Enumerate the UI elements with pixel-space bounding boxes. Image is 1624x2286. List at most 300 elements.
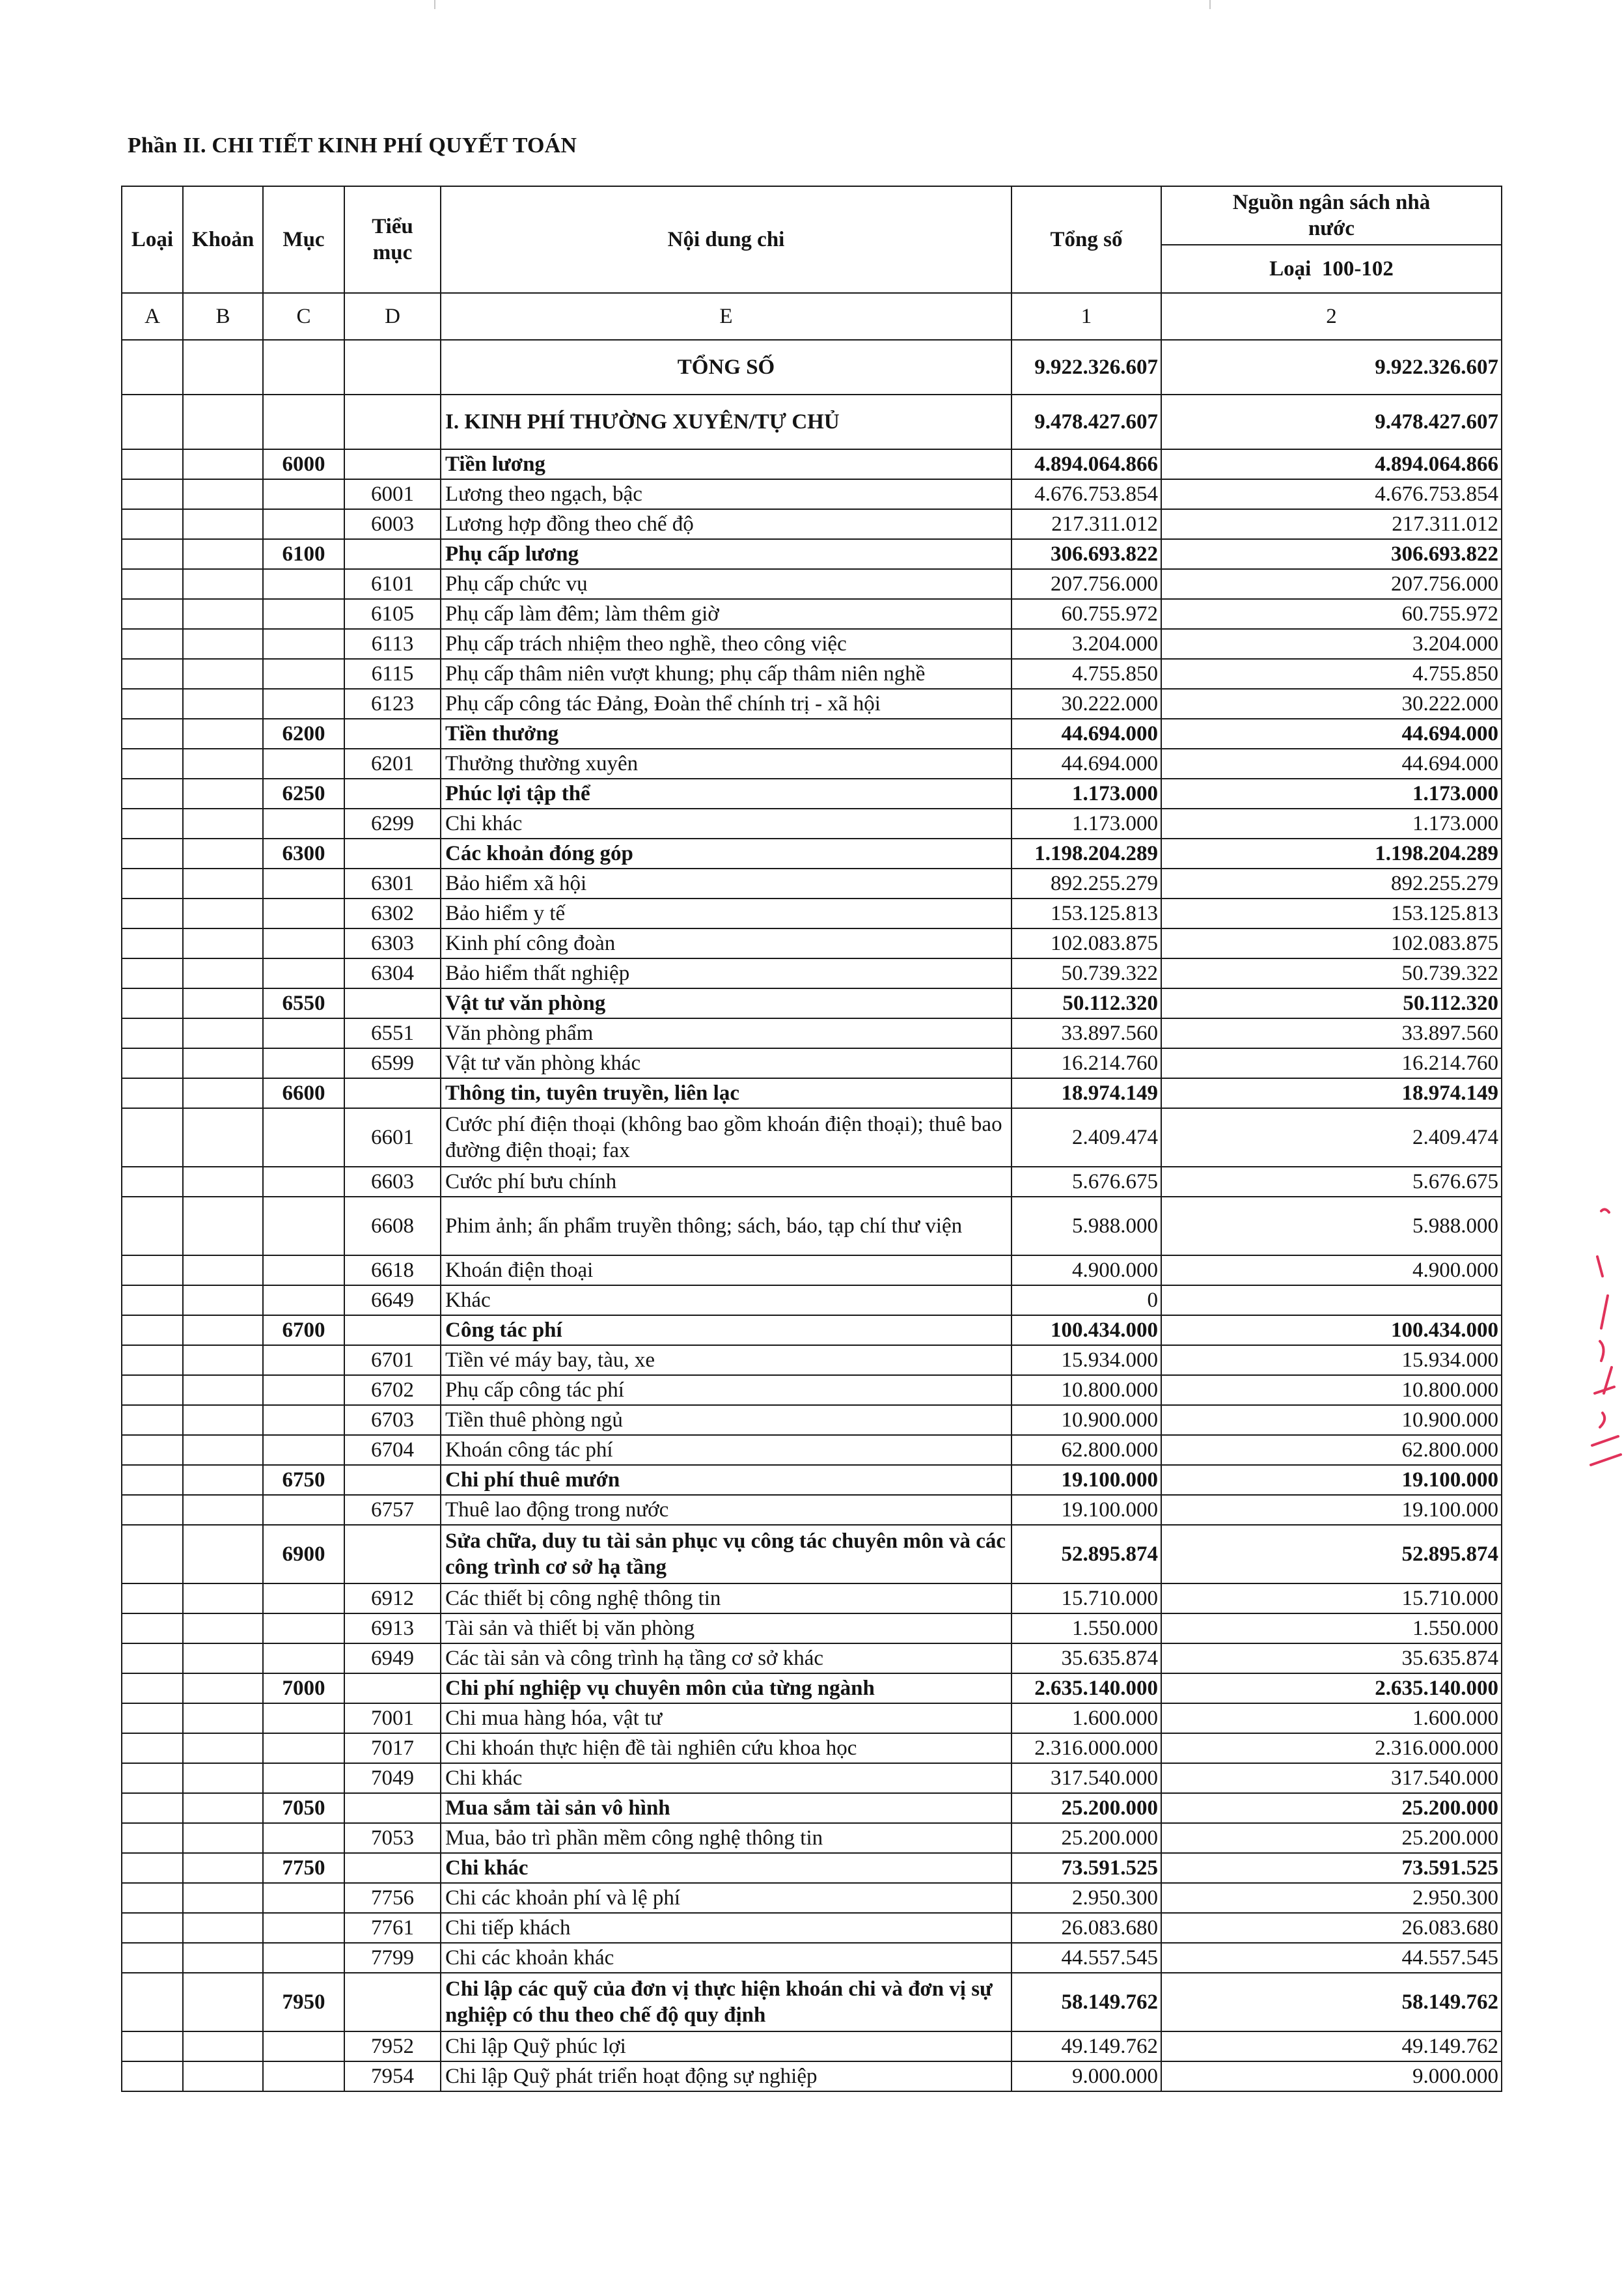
khoan-cell bbox=[183, 1763, 263, 1793]
loai-cell bbox=[122, 1285, 183, 1315]
tieu-muc-cell: 6703 bbox=[344, 1405, 441, 1435]
muc-cell bbox=[263, 479, 344, 509]
muc-cell bbox=[263, 659, 344, 689]
noi-dung-cell: Tiền lương bbox=[441, 449, 1012, 479]
header-tong-so: Tổng số bbox=[1012, 186, 1161, 293]
table-row bbox=[122, 1375, 1502, 1405]
loai-cell bbox=[122, 449, 183, 479]
tieu-muc-cell: 6702 bbox=[344, 1375, 441, 1405]
table-row bbox=[122, 1315, 1502, 1345]
tong-so-cell: 49.149.762 bbox=[1012, 2031, 1161, 2061]
nguon-cell: 207.756.000 bbox=[1161, 569, 1502, 599]
nguon-cell: 19.100.000 bbox=[1161, 1495, 1502, 1525]
loai-cell bbox=[122, 1823, 183, 1853]
loai-cell bbox=[122, 839, 183, 869]
khoan-cell bbox=[183, 2061, 263, 2091]
nguon-cell: 26.083.680 bbox=[1161, 1913, 1502, 1943]
tong-so-cell: 26.083.680 bbox=[1012, 1913, 1161, 1943]
header-row bbox=[122, 186, 1502, 245]
tieu-muc-cell bbox=[344, 1673, 441, 1703]
muc-cell bbox=[263, 869, 344, 899]
muc-cell bbox=[263, 1495, 344, 1525]
tong-so-cell: 16.214.760 bbox=[1012, 1048, 1161, 1078]
muc-cell bbox=[263, 1913, 344, 1943]
section-tong-so: 9.478.427.607 bbox=[1012, 395, 1161, 449]
noi-dung-cell: Phim ảnh; ấn phẩm truyền thông; sách, báo, tạp chí thư viện bbox=[441, 1197, 1012, 1255]
tong-so-cell: 19.100.000 bbox=[1012, 1465, 1161, 1495]
khoan-cell bbox=[183, 1465, 263, 1495]
khoan-cell bbox=[183, 539, 263, 569]
tieu-muc-cell bbox=[344, 1973, 441, 2031]
noi-dung-cell: Cước phí bưu chính bbox=[441, 1167, 1012, 1197]
loai-cell bbox=[122, 1405, 183, 1435]
table-row bbox=[122, 1048, 1502, 1078]
section-label: I. KINH PHÍ THƯỜNG XUYÊN/TỰ CHỦ bbox=[441, 395, 1012, 449]
column-letter: B bbox=[183, 293, 263, 340]
noi-dung-cell: Khoán điện thoại bbox=[441, 1255, 1012, 1285]
loai-cell bbox=[122, 2061, 183, 2091]
nguon-cell: 4.755.850 bbox=[1161, 659, 1502, 689]
khoan-cell bbox=[183, 1943, 263, 1973]
muc-cell bbox=[263, 1048, 344, 1078]
noi-dung-cell: Phụ cấp công tác Đảng, Đoàn thể chính trị - xã hội bbox=[441, 689, 1012, 719]
budget-settlement-table bbox=[121, 186, 1502, 2092]
table-row bbox=[122, 1108, 1502, 1167]
nguon-cell: 33.897.560 bbox=[1161, 1018, 1502, 1048]
tieu-muc-cell: 6113 bbox=[344, 629, 441, 659]
loai-cell bbox=[122, 1793, 183, 1823]
table-row bbox=[122, 1913, 1502, 1943]
khoan-cell bbox=[183, 719, 263, 749]
noi-dung-cell: Tiền thuê phòng ngủ bbox=[441, 1405, 1012, 1435]
table-row bbox=[122, 958, 1502, 988]
table-row bbox=[122, 1345, 1502, 1375]
tong-so-cell: 100.434.000 bbox=[1012, 1315, 1161, 1345]
table-row bbox=[122, 1703, 1502, 1733]
tong-so-cell: 52.895.874 bbox=[1012, 1525, 1161, 1583]
muc-cell bbox=[263, 1823, 344, 1853]
khoan-cell bbox=[183, 1823, 263, 1853]
table-row bbox=[122, 928, 1502, 958]
muc-cell: 6750 bbox=[263, 1465, 344, 1495]
nguon-cell: 50.739.322 bbox=[1161, 958, 1502, 988]
khoan-cell bbox=[183, 1793, 263, 1823]
noi-dung-cell: Lương hợp đồng theo chế độ bbox=[441, 509, 1012, 539]
table-row bbox=[122, 1793, 1502, 1823]
tong-so-cell: 62.800.000 bbox=[1012, 1435, 1161, 1465]
tong-so-cell: 3.204.000 bbox=[1012, 629, 1161, 659]
khoan-cell bbox=[183, 1525, 263, 1583]
nguon-cell: 35.635.874 bbox=[1161, 1643, 1502, 1673]
loai-cell bbox=[122, 1913, 183, 1943]
nguon-cell: 73.591.525 bbox=[1161, 1853, 1502, 1883]
nguon-cell: 2.950.300 bbox=[1161, 1883, 1502, 1913]
loai-cell bbox=[122, 809, 183, 839]
khoan-cell bbox=[183, 449, 263, 479]
muc-cell bbox=[263, 1375, 344, 1405]
column-letter: E bbox=[441, 293, 1012, 340]
muc-cell bbox=[263, 1883, 344, 1913]
tong-so-cell: 1.198.204.289 bbox=[1012, 839, 1161, 869]
tieu-muc-cell bbox=[344, 1078, 441, 1108]
noi-dung-cell: Phụ cấp làm đêm; làm thêm giờ bbox=[441, 599, 1012, 629]
loai-cell bbox=[122, 1583, 183, 1613]
loai-cell bbox=[122, 1495, 183, 1525]
muc-cell bbox=[263, 1167, 344, 1197]
khoan-cell bbox=[183, 1703, 263, 1733]
tieu-muc-cell: 6704 bbox=[344, 1435, 441, 1465]
khoan-cell bbox=[183, 629, 263, 659]
loai-cell bbox=[122, 1315, 183, 1345]
tieu-muc-cell: 6551 bbox=[344, 1018, 441, 1048]
table-row bbox=[122, 539, 1502, 569]
muc-cell bbox=[263, 1018, 344, 1048]
muc-cell bbox=[263, 1255, 344, 1285]
nguon-cell: 18.974.149 bbox=[1161, 1078, 1502, 1108]
tong-so-cell: 25.200.000 bbox=[1012, 1823, 1161, 1853]
noi-dung-cell: Mua, bảo trì phần mềm công nghệ thông tin bbox=[441, 1823, 1012, 1853]
muc-cell: 7750 bbox=[263, 1853, 344, 1883]
muc-cell: 7050 bbox=[263, 1793, 344, 1823]
muc-cell bbox=[263, 1197, 344, 1255]
loai-cell bbox=[122, 1733, 183, 1763]
muc-cell bbox=[263, 1405, 344, 1435]
tieu-muc-cell bbox=[344, 1793, 441, 1823]
tong-so-cell: 50.739.322 bbox=[1012, 958, 1161, 988]
loai-cell bbox=[122, 1435, 183, 1465]
section-row bbox=[122, 395, 1502, 449]
tong-so-cell: 207.756.000 bbox=[1012, 569, 1161, 599]
muc-cell bbox=[263, 1733, 344, 1763]
noi-dung-cell: Chi khác bbox=[441, 1853, 1012, 1883]
noi-dung-cell: Tài sản và thiết bị văn phòng bbox=[441, 1613, 1012, 1643]
noi-dung-cell: Các khoản đóng góp bbox=[441, 839, 1012, 869]
muc-cell: 6300 bbox=[263, 839, 344, 869]
table-row bbox=[122, 1285, 1502, 1315]
table-row bbox=[122, 1405, 1502, 1435]
column-letters-row bbox=[122, 293, 1502, 340]
muc-cell bbox=[263, 749, 344, 779]
header-tieu-muc: Tiểu mục bbox=[344, 186, 441, 293]
muc-cell bbox=[263, 599, 344, 629]
nguon-cell: 5.988.000 bbox=[1161, 1197, 1502, 1255]
tong-so-cell: 10.800.000 bbox=[1012, 1375, 1161, 1405]
noi-dung-cell: Chi mua hàng hóa, vật tư bbox=[441, 1703, 1012, 1733]
tong-so-cell: 58.149.762 bbox=[1012, 1973, 1161, 2031]
table-row bbox=[122, 1167, 1502, 1197]
tieu-muc-cell bbox=[344, 1465, 441, 1495]
nguon-cell: 50.112.320 bbox=[1161, 988, 1502, 1018]
khoan-cell bbox=[183, 1913, 263, 1943]
table-row bbox=[122, 1495, 1502, 1525]
table-row bbox=[122, 1583, 1502, 1613]
nguon-cell: 2.409.474 bbox=[1161, 1108, 1502, 1167]
noi-dung-cell: Vật tư văn phòng khác bbox=[441, 1048, 1012, 1078]
khoan-cell bbox=[183, 1078, 263, 1108]
table-row bbox=[122, 479, 1502, 509]
grand-total-nguon: 9.922.326.607 bbox=[1161, 340, 1502, 395]
noi-dung-cell: Lương theo ngạch, bậc bbox=[441, 479, 1012, 509]
tong-so-cell: 0 bbox=[1012, 1285, 1161, 1315]
khoan-cell bbox=[183, 1853, 263, 1883]
muc-cell bbox=[263, 629, 344, 659]
tong-so-cell: 10.900.000 bbox=[1012, 1405, 1161, 1435]
tong-so-cell: 153.125.813 bbox=[1012, 899, 1161, 928]
tong-so-cell: 892.255.279 bbox=[1012, 869, 1161, 899]
khoan-cell bbox=[183, 928, 263, 958]
tieu-muc-cell: 6001 bbox=[344, 479, 441, 509]
khoan-cell bbox=[183, 899, 263, 928]
table-row bbox=[122, 869, 1502, 899]
muc-cell bbox=[263, 2031, 344, 2061]
loai-cell bbox=[122, 599, 183, 629]
grand-total-tong-so: 9.922.326.607 bbox=[1012, 340, 1161, 395]
header-noi-dung: Nội dung chi bbox=[441, 186, 1012, 293]
nguon-cell bbox=[1161, 1285, 1502, 1315]
noi-dung-cell: Kinh phí công đoàn bbox=[441, 928, 1012, 958]
tieu-muc-cell: 6603 bbox=[344, 1167, 441, 1197]
tieu-muc-cell: 6949 bbox=[344, 1643, 441, 1673]
tong-so-cell: 4.900.000 bbox=[1012, 1255, 1161, 1285]
table-row bbox=[122, 2031, 1502, 2061]
tieu-muc-cell: 6599 bbox=[344, 1048, 441, 1078]
loai-cell bbox=[122, 1255, 183, 1285]
nguon-cell: 25.200.000 bbox=[1161, 1793, 1502, 1823]
noi-dung-cell: Các tài sản và công trình hạ tầng cơ sở khác bbox=[441, 1643, 1012, 1673]
column-letter: D bbox=[344, 293, 441, 340]
table-row bbox=[122, 779, 1502, 809]
tong-so-cell: 35.635.874 bbox=[1012, 1643, 1161, 1673]
muc-cell bbox=[263, 1643, 344, 1673]
noi-dung-cell: Bảo hiểm thất nghiệp bbox=[441, 958, 1012, 988]
tong-so-cell: 4.894.064.866 bbox=[1012, 449, 1161, 479]
tieu-muc-cell: 6003 bbox=[344, 509, 441, 539]
scan-mark bbox=[434, 0, 435, 9]
nguon-cell: 317.540.000 bbox=[1161, 1763, 1502, 1793]
loai-cell bbox=[122, 1973, 183, 2031]
tieu-muc-cell bbox=[344, 449, 441, 479]
muc-cell: 6550 bbox=[263, 988, 344, 1018]
nguon-cell: 25.200.000 bbox=[1161, 1823, 1502, 1853]
nguon-cell: 5.676.675 bbox=[1161, 1167, 1502, 1197]
noi-dung-cell: Thông tin, tuyên truyền, liên lạc bbox=[441, 1078, 1012, 1108]
tong-so-cell: 2.635.140.000 bbox=[1012, 1673, 1161, 1703]
tieu-muc-cell: 6302 bbox=[344, 899, 441, 928]
table-row bbox=[122, 809, 1502, 839]
table-row bbox=[122, 1853, 1502, 1883]
loai-cell bbox=[122, 779, 183, 809]
tong-so-cell: 25.200.000 bbox=[1012, 1793, 1161, 1823]
noi-dung-cell: Tiền thưởng bbox=[441, 719, 1012, 749]
noi-dung-cell: Công tác phí bbox=[441, 1315, 1012, 1345]
khoan-cell bbox=[183, 1733, 263, 1763]
tieu-muc-cell: 7049 bbox=[344, 1763, 441, 1793]
khoan-cell bbox=[183, 1285, 263, 1315]
muc-cell bbox=[263, 509, 344, 539]
tong-so-cell: 317.540.000 bbox=[1012, 1763, 1161, 1793]
khoan-cell bbox=[183, 988, 263, 1018]
column-letter: 1 bbox=[1012, 293, 1161, 340]
tong-so-cell: 1.550.000 bbox=[1012, 1613, 1161, 1643]
khoan-cell bbox=[183, 958, 263, 988]
khoan-cell bbox=[183, 1613, 263, 1643]
tong-so-cell: 1.173.000 bbox=[1012, 779, 1161, 809]
loai-cell bbox=[122, 1883, 183, 1913]
table-row bbox=[122, 1078, 1502, 1108]
khoan-cell bbox=[183, 1167, 263, 1197]
loai-cell bbox=[122, 689, 183, 719]
nguon-cell: 153.125.813 bbox=[1161, 899, 1502, 928]
noi-dung-cell: Chi khác bbox=[441, 809, 1012, 839]
column-letter: C bbox=[263, 293, 344, 340]
tong-so-cell: 2.316.000.000 bbox=[1012, 1733, 1161, 1763]
noi-dung-cell: Phụ cấp thâm niên vượt khung; phụ cấp thâm niên nghề bbox=[441, 659, 1012, 689]
khoan-cell bbox=[183, 749, 263, 779]
tieu-muc-cell: 6303 bbox=[344, 928, 441, 958]
khoan-cell bbox=[183, 1495, 263, 1525]
table-row bbox=[122, 899, 1502, 928]
noi-dung-cell: Chi phí nghiệp vụ chuyên môn của từng ngành bbox=[441, 1673, 1012, 1703]
khoan-cell bbox=[183, 569, 263, 599]
header-muc: Mục bbox=[263, 186, 344, 293]
table-row bbox=[122, 1763, 1502, 1793]
tieu-muc-cell bbox=[344, 1853, 441, 1883]
tong-so-cell: 73.591.525 bbox=[1012, 1853, 1161, 1883]
loai-cell bbox=[122, 1345, 183, 1375]
tieu-muc-cell: 6608 bbox=[344, 1197, 441, 1255]
table-row bbox=[122, 1435, 1502, 1465]
nguon-cell: 16.214.760 bbox=[1161, 1048, 1502, 1078]
tieu-muc-cell: 6601 bbox=[344, 1108, 441, 1167]
tong-so-cell: 4.676.753.854 bbox=[1012, 479, 1161, 509]
loai-cell bbox=[122, 1703, 183, 1733]
noi-dung-cell: Phụ cấp chức vụ bbox=[441, 569, 1012, 599]
muc-cell bbox=[263, 569, 344, 599]
table-row bbox=[122, 1018, 1502, 1048]
loai-cell bbox=[122, 2031, 183, 2061]
column-letter: A bbox=[122, 293, 183, 340]
nguon-cell: 15.934.000 bbox=[1161, 1345, 1502, 1375]
tong-so-cell: 19.100.000 bbox=[1012, 1495, 1161, 1525]
page-title: Phần II. CHI TIẾT KINH PHÍ QUYẾT TOÁN bbox=[128, 133, 577, 158]
table-row bbox=[122, 1673, 1502, 1703]
nguon-cell: 9.000.000 bbox=[1161, 2061, 1502, 2091]
tieu-muc-cell bbox=[344, 988, 441, 1018]
loai-cell bbox=[122, 1465, 183, 1495]
nguon-cell: 102.083.875 bbox=[1161, 928, 1502, 958]
muc-cell: 6600 bbox=[263, 1078, 344, 1108]
khoan-cell bbox=[183, 779, 263, 809]
tong-so-cell: 60.755.972 bbox=[1012, 599, 1161, 629]
khoan-cell bbox=[183, 479, 263, 509]
tieu-muc-cell: 6701 bbox=[344, 1345, 441, 1375]
tieu-muc-cell: 7954 bbox=[344, 2061, 441, 2091]
nguon-cell: 30.222.000 bbox=[1161, 689, 1502, 719]
tong-so-cell: 33.897.560 bbox=[1012, 1018, 1161, 1048]
table-row bbox=[122, 509, 1502, 539]
khoan-cell bbox=[183, 1435, 263, 1465]
muc-cell: 6200 bbox=[263, 719, 344, 749]
loai-cell bbox=[122, 1643, 183, 1673]
noi-dung-cell: Chi khác bbox=[441, 1763, 1012, 1793]
khoan-cell bbox=[183, 1197, 263, 1255]
noi-dung-cell: Chi tiếp khách bbox=[441, 1913, 1012, 1943]
muc-cell: 7950 bbox=[263, 1973, 344, 2031]
nguon-cell: 1.173.000 bbox=[1161, 809, 1502, 839]
loai-cell bbox=[122, 1525, 183, 1583]
noi-dung-cell: Chi lập Quỹ phát triển hoạt động sự nghiệp bbox=[441, 2061, 1012, 2091]
tieu-muc-cell: 6757 bbox=[344, 1495, 441, 1525]
tieu-muc-cell: 6304 bbox=[344, 958, 441, 988]
muc-cell bbox=[263, 1613, 344, 1643]
khoan-cell bbox=[183, 1315, 263, 1345]
nguon-cell: 4.894.064.866 bbox=[1161, 449, 1502, 479]
table-row bbox=[122, 2061, 1502, 2091]
noi-dung-cell: Chi các khoản phí và lệ phí bbox=[441, 1883, 1012, 1913]
tieu-muc-cell: 6299 bbox=[344, 809, 441, 839]
loai-cell bbox=[122, 1853, 183, 1883]
loai-cell bbox=[122, 479, 183, 509]
nguon-cell: 1.173.000 bbox=[1161, 779, 1502, 809]
nguon-cell: 19.100.000 bbox=[1161, 1465, 1502, 1495]
loai-cell bbox=[122, 928, 183, 958]
khoan-cell bbox=[183, 1673, 263, 1703]
khoan-cell bbox=[183, 689, 263, 719]
tong-so-cell: 1.600.000 bbox=[1012, 1703, 1161, 1733]
noi-dung-cell: Chi lập Quỹ phúc lợi bbox=[441, 2031, 1012, 2061]
noi-dung-cell: Văn phòng phẩm bbox=[441, 1018, 1012, 1048]
table-row bbox=[122, 1525, 1502, 1583]
muc-cell: 6900 bbox=[263, 1525, 344, 1583]
loai-cell bbox=[122, 659, 183, 689]
muc-cell bbox=[263, 1703, 344, 1733]
tieu-muc-cell: 7053 bbox=[344, 1823, 441, 1853]
noi-dung-cell: Bảo hiểm xã hội bbox=[441, 869, 1012, 899]
scan-mark bbox=[1209, 0, 1211, 9]
nguon-cell: 49.149.762 bbox=[1161, 2031, 1502, 2061]
noi-dung-cell: Vật tư văn phòng bbox=[441, 988, 1012, 1018]
nguon-cell: 10.800.000 bbox=[1161, 1375, 1502, 1405]
loai-cell bbox=[122, 869, 183, 899]
khoan-cell bbox=[183, 659, 263, 689]
loai-cell bbox=[122, 539, 183, 569]
table-row bbox=[122, 1823, 1502, 1853]
tieu-muc-cell: 6301 bbox=[344, 869, 441, 899]
loai-cell bbox=[122, 1375, 183, 1405]
noi-dung-cell: Bảo hiểm y tế bbox=[441, 899, 1012, 928]
tieu-muc-cell: 7952 bbox=[344, 2031, 441, 2061]
tieu-muc-cell: 7761 bbox=[344, 1913, 441, 1943]
muc-cell bbox=[263, 1583, 344, 1613]
nguon-cell: 892.255.279 bbox=[1161, 869, 1502, 899]
table-row bbox=[122, 599, 1502, 629]
table-row bbox=[122, 1733, 1502, 1763]
khoan-cell bbox=[183, 1973, 263, 2031]
loai-cell bbox=[122, 629, 183, 659]
header-nguon-ngan-sach: Nguồn ngân sách nhà nước bbox=[1161, 186, 1502, 245]
muc-cell bbox=[263, 928, 344, 958]
loai-cell bbox=[122, 988, 183, 1018]
nguon-cell: 100.434.000 bbox=[1161, 1315, 1502, 1345]
table-row bbox=[122, 839, 1502, 869]
noi-dung-cell: Cước phí điện thoại (không bao gồm khoán điện thoại); thuê bao đường điện thoại; fax bbox=[441, 1108, 1012, 1167]
khoan-cell bbox=[183, 1108, 263, 1167]
loai-cell bbox=[122, 509, 183, 539]
tong-so-cell: 4.755.850 bbox=[1012, 659, 1161, 689]
loai-cell bbox=[122, 1018, 183, 1048]
nguon-cell: 1.600.000 bbox=[1161, 1703, 1502, 1733]
tieu-muc-cell bbox=[344, 719, 441, 749]
